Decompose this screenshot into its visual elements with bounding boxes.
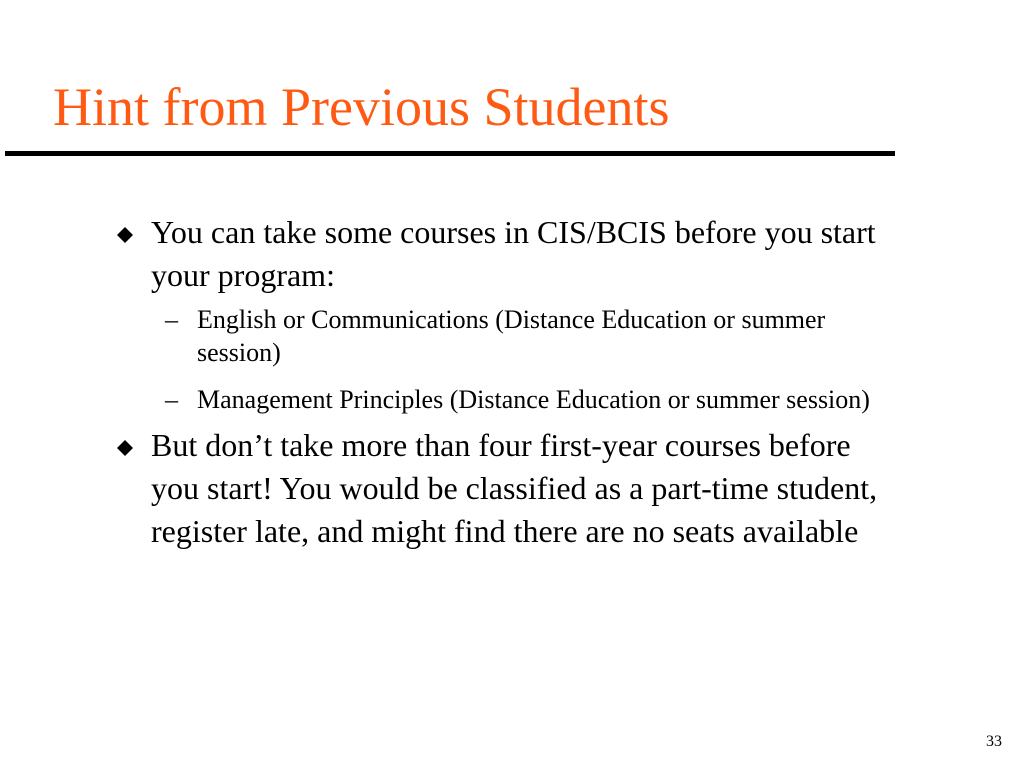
bullet-text: But don’t take more than four first-year courses before you start! You would be classified as a part-time student, register late, and might find there are no seats available: [151, 427, 878, 549]
bullet-item: [113, 211, 893, 416]
dash-icon: –: [165, 385, 178, 414]
page-number: 33: [986, 733, 1002, 750]
title-underline: [5, 151, 895, 156]
slide-title: Hint from Previous Students: [53, 77, 670, 137]
sub-bullet-text: English or Communications (Distance Education or summer session): [197, 305, 826, 367]
dash-icon: –: [165, 305, 178, 334]
bullet-item: [113, 424, 893, 553]
bullet-text: You can take some courses in CIS/BCIS before you start your program:: [151, 214, 876, 293]
sub-bullet-item: [151, 303, 893, 369]
diamond-icon: [117, 227, 133, 243]
sub-bullet-list: [151, 303, 893, 416]
diamond-icon: [117, 440, 133, 456]
bullet-list: [113, 211, 893, 553]
sub-bullet-text: Management Principles (Distance Education or summer session): [197, 385, 870, 414]
sub-bullet-item: [151, 383, 893, 416]
